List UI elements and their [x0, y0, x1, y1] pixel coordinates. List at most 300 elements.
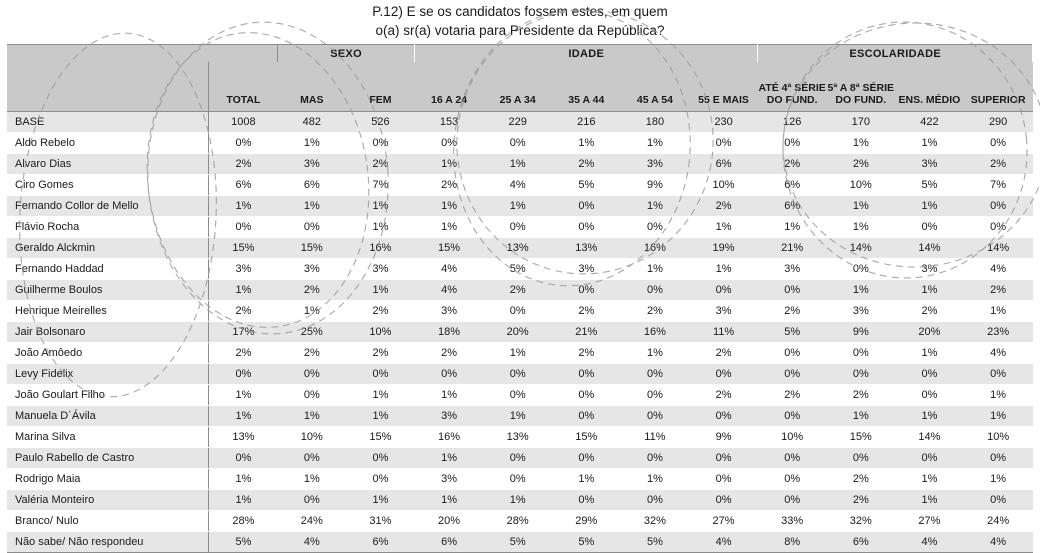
table-cell: 2%	[689, 385, 758, 406]
table-cell: 3%	[415, 469, 484, 490]
table-cell: 0%	[621, 406, 690, 427]
table-cell: 1%	[689, 259, 758, 280]
table-cell: 5%	[209, 532, 278, 553]
table-cell: 2%	[346, 154, 415, 175]
column-header-ate-4-serie	[758, 62, 827, 112]
table-cell: 14%	[964, 238, 1033, 259]
table-cell: 3%	[621, 154, 690, 175]
table-header	[7, 45, 1033, 112]
table-row	[7, 490, 1033, 511]
table-cell: 0%	[689, 448, 758, 469]
table-cell: 14%	[895, 238, 964, 259]
table-cell: 16%	[346, 238, 415, 259]
table-cell: 0%	[758, 364, 827, 385]
table-cell: 5%	[483, 259, 552, 280]
table-cell: 9%	[621, 175, 690, 196]
table-row	[7, 448, 1033, 469]
table-cell: 1%	[621, 133, 690, 154]
page-title	[0, 2, 1040, 40]
row-label: Flávio Rocha	[7, 217, 209, 238]
row-label: João Amôedo	[7, 343, 209, 364]
table-cell: 0%	[415, 364, 484, 385]
table-cell: 3%	[277, 259, 346, 280]
table-cell: 2%	[758, 385, 827, 406]
row-label: Branco/ Nulo	[7, 511, 209, 532]
table-cell: 3%	[895, 154, 964, 175]
row-label: Jair Bolsonaro	[7, 322, 209, 343]
table-cell: 5%	[895, 175, 964, 196]
table-cell: 1%	[415, 154, 484, 175]
table-cell: 16%	[621, 322, 690, 343]
table-cell: 1%	[895, 280, 964, 301]
table-cell: 0%	[964, 364, 1033, 385]
table-cell: 13%	[483, 427, 552, 448]
table-cell: 2%	[826, 490, 895, 511]
table-cell: 2%	[552, 301, 621, 322]
page-title-line-1: P.12) E se os candidatos fossem estes, em quem	[372, 4, 668, 19]
column-header-5-8-serie	[826, 62, 895, 112]
table-cell: 10%	[826, 175, 895, 196]
table-cell: 0%	[277, 385, 346, 406]
table-cell: 1%	[895, 490, 964, 511]
table-cell: 0%	[758, 280, 827, 301]
column-header-ate-4-serie-line1: ATÉ 4ª SÉRIE	[758, 82, 826, 94]
table-cell: 15%	[346, 427, 415, 448]
table-cell: 15%	[552, 427, 621, 448]
group-header-idade: IDADE	[415, 45, 758, 63]
table-cell: 0%	[826, 364, 895, 385]
table-cell: 11%	[689, 322, 758, 343]
table-row	[7, 469, 1033, 490]
table-cell: 0%	[689, 133, 758, 154]
poll-results-table-container	[7, 44, 1033, 553]
table-row	[7, 427, 1033, 448]
column-header-45-54: 45 A 54	[621, 62, 690, 112]
table-cell: 10%	[277, 427, 346, 448]
table-cell: 2%	[964, 154, 1033, 175]
table-cell: 0%	[552, 448, 621, 469]
column-header-5-8-serie-line2: DO FUND.	[835, 94, 887, 106]
table-cell: 3%	[758, 259, 827, 280]
table-cell: 170	[826, 112, 895, 133]
column-header-ate-4-serie-line2: DO FUND.	[766, 94, 818, 106]
table-cell: 1%	[895, 133, 964, 154]
table-row	[7, 175, 1033, 196]
table-cell: 1%	[826, 196, 895, 217]
table-cell: 1%	[209, 406, 278, 427]
table-cell: 2%	[346, 343, 415, 364]
table-cell: 25%	[277, 322, 346, 343]
table-cell: 6%	[689, 154, 758, 175]
table-cell: 0%	[895, 385, 964, 406]
table-cell: 0%	[483, 385, 552, 406]
table-cell: 31%	[346, 511, 415, 532]
table-cell: 1%	[826, 406, 895, 427]
table-cell: 1%	[895, 406, 964, 427]
table-cell: 0%	[621, 217, 690, 238]
column-header-16-24: 16 A 24	[415, 62, 484, 112]
table-cell: 1%	[346, 490, 415, 511]
table-cell: 2%	[826, 385, 895, 406]
table-row	[7, 364, 1033, 385]
table-cell: 6%	[758, 196, 827, 217]
table-cell: 5%	[483, 532, 552, 553]
table-cell: 9%	[689, 427, 758, 448]
table-cell: 0%	[209, 448, 278, 469]
table-cell: 0%	[277, 364, 346, 385]
table-cell: 0%	[415, 133, 484, 154]
table-cell: 0%	[758, 469, 827, 490]
table-cell: 24%	[277, 511, 346, 532]
table-cell: 1%	[895, 469, 964, 490]
table-cell: 16%	[621, 238, 690, 259]
table-cell: 0%	[964, 217, 1033, 238]
table-cell: 126	[758, 112, 827, 133]
row-label: Fernando Haddad	[7, 259, 209, 280]
table-cell: 0%	[621, 490, 690, 511]
table-cell: 3%	[346, 259, 415, 280]
table-cell: 0%	[209, 364, 278, 385]
table-column-header-row	[7, 62, 1033, 112]
table-cell: 14%	[895, 427, 964, 448]
column-header-total: TOTAL	[209, 62, 278, 112]
table-cell: 1%	[277, 196, 346, 217]
table-cell: 10%	[758, 427, 827, 448]
table-cell: 18%	[415, 322, 484, 343]
table-cell: 1%	[277, 301, 346, 322]
table-cell: 0%	[209, 133, 278, 154]
table-cell: 2%	[895, 301, 964, 322]
table-cell: 1%	[346, 196, 415, 217]
table-cell: 20%	[483, 322, 552, 343]
table-cell: 0%	[552, 364, 621, 385]
table-cell: 1%	[964, 385, 1033, 406]
row-label: Henrique Meirelles	[7, 301, 209, 322]
table-cell: 0%	[621, 385, 690, 406]
row-label: Rodrigo Maia	[7, 469, 209, 490]
table-cell: 2%	[621, 301, 690, 322]
table-cell: 2%	[826, 154, 895, 175]
table-cell: 3%	[689, 301, 758, 322]
table-cell: 2%	[277, 280, 346, 301]
table-cell: 1%	[483, 196, 552, 217]
column-header-superior: SUPERIOR	[964, 62, 1033, 112]
table-cell: 13%	[483, 238, 552, 259]
table-cell: 0%	[689, 280, 758, 301]
table-cell: 1%	[621, 469, 690, 490]
table-cell: 1%	[552, 133, 621, 154]
table-cell: 10%	[964, 427, 1033, 448]
table-cell: 0%	[758, 490, 827, 511]
table-cell: 1%	[209, 280, 278, 301]
table-cell: 0%	[483, 217, 552, 238]
table-cell: 2%	[552, 343, 621, 364]
table-cell: 0%	[621, 280, 690, 301]
table-cell: 1%	[277, 133, 346, 154]
row-label: Manuela D´Ávila	[7, 406, 209, 427]
table-cell: 0%	[758, 133, 827, 154]
table-cell: 0%	[895, 217, 964, 238]
table-cell: 4%	[964, 532, 1033, 553]
table-cell: 32%	[826, 511, 895, 532]
table-cell: 1%	[826, 217, 895, 238]
table-cell: 0%	[483, 469, 552, 490]
table-cell: 1%	[415, 217, 484, 238]
table-cell: 216	[552, 112, 621, 133]
row-label: Ciro Gomes	[7, 175, 209, 196]
column-header-blank	[7, 62, 209, 112]
table-cell: 6%	[209, 175, 278, 196]
table-cell: 29%	[552, 511, 621, 532]
table-cell: 8%	[758, 532, 827, 553]
table-cell: 2%	[758, 301, 827, 322]
table-cell: 3%	[895, 259, 964, 280]
table-cell: 1%	[621, 343, 690, 364]
table-cell: 1%	[346, 385, 415, 406]
table-cell: 6%	[826, 532, 895, 553]
table-cell: 15%	[415, 238, 484, 259]
table-cell: 0%	[826, 448, 895, 469]
group-header-blank	[7, 45, 277, 63]
table-cell: 0%	[689, 469, 758, 490]
table-cell: 10%	[689, 175, 758, 196]
table-cell: 1%	[621, 196, 690, 217]
table-cell: 0%	[483, 364, 552, 385]
table-cell: 5%	[621, 532, 690, 553]
table-cell: 1%	[758, 217, 827, 238]
table-cell: 0%	[689, 364, 758, 385]
table-cell: 4%	[895, 532, 964, 553]
table-cell: 0%	[277, 448, 346, 469]
table-cell: 1%	[346, 217, 415, 238]
table-cell: 290	[964, 112, 1033, 133]
table-cell: 1%	[209, 385, 278, 406]
table-cell: 0%	[483, 301, 552, 322]
table-cell: 2%	[209, 154, 278, 175]
table-cell: 6%	[346, 532, 415, 553]
row-label: João Goulart Filho	[7, 385, 209, 406]
table-cell: 2%	[346, 301, 415, 322]
table-cell: 1%	[346, 406, 415, 427]
table-row	[7, 259, 1033, 280]
table-cell: 0%	[552, 280, 621, 301]
row-label: Aldo Rebelo	[7, 133, 209, 154]
table-cell: 3%	[277, 154, 346, 175]
table-cell: 2%	[552, 154, 621, 175]
row-label: Alvaro Dias	[7, 154, 209, 175]
table-cell: 0%	[277, 490, 346, 511]
table-cell: 0%	[964, 490, 1033, 511]
table-cell: 24%	[964, 511, 1033, 532]
table-cell: 0%	[346, 364, 415, 385]
table-cell: 1%	[483, 406, 552, 427]
table-cell: 1%	[415, 196, 484, 217]
table-cell: 0%	[209, 217, 278, 238]
column-header-55-mais: 55 E MAIS	[689, 62, 758, 112]
table-cell: 0%	[964, 133, 1033, 154]
table-cell: 3%	[415, 406, 484, 427]
table-cell: 0%	[552, 385, 621, 406]
table-row	[7, 238, 1033, 259]
table-cell: 1%	[209, 469, 278, 490]
group-header-sexo: SEXO	[277, 45, 414, 63]
table-cell: 1%	[826, 280, 895, 301]
table-row	[7, 217, 1033, 238]
row-label: Geraldo Alckmin	[7, 238, 209, 259]
table-cell: 4%	[964, 343, 1033, 364]
table-cell: 9%	[826, 322, 895, 343]
table-cell: 16%	[415, 427, 484, 448]
table-row	[7, 133, 1033, 154]
table-cell: 1%	[826, 133, 895, 154]
table-cell: 2%	[689, 343, 758, 364]
table-cell: 1%	[209, 196, 278, 217]
table-cell: 2%	[209, 343, 278, 364]
table-cell: 4%	[415, 280, 484, 301]
table-cell: 1%	[552, 469, 621, 490]
table-cell: 4%	[689, 532, 758, 553]
table-group-header-row	[7, 45, 1033, 63]
table-cell: 27%	[895, 511, 964, 532]
table-row	[7, 112, 1033, 133]
table-cell: 1%	[346, 280, 415, 301]
table-cell: 0%	[621, 364, 690, 385]
table-cell: 1%	[415, 490, 484, 511]
table-cell: 2%	[277, 343, 346, 364]
table-cell: 0%	[346, 133, 415, 154]
row-label: Não sabe/ Não respondeu	[7, 532, 209, 553]
table-cell: 4%	[964, 259, 1033, 280]
table-cell: 15%	[209, 238, 278, 259]
table-cell: 14%	[826, 238, 895, 259]
table-cell: 2%	[415, 343, 484, 364]
table-cell: 4%	[483, 175, 552, 196]
table-cell: 13%	[552, 238, 621, 259]
row-label: Guilherme Boulos	[7, 280, 209, 301]
table-cell: 0%	[346, 448, 415, 469]
table-row	[7, 154, 1033, 175]
table-cell: 0%	[552, 217, 621, 238]
table-cell: 3%	[415, 301, 484, 322]
table-cell: 526	[346, 112, 415, 133]
column-header-fem: FEM	[346, 62, 415, 112]
table-row	[7, 343, 1033, 364]
table-cell: 10%	[346, 322, 415, 343]
table-cell: 0%	[689, 406, 758, 427]
table-cell: 1%	[483, 343, 552, 364]
table-cell: 153	[415, 112, 484, 133]
table-cell: 0%	[758, 343, 827, 364]
table-cell: 1%	[415, 385, 484, 406]
table-row	[7, 385, 1033, 406]
table-cell: 0%	[895, 448, 964, 469]
page-title-line-2: o(a) sr(a) votaria para Presidente da República?	[375, 23, 665, 38]
table-cell: 1%	[483, 490, 552, 511]
table-cell: 1%	[689, 217, 758, 238]
table-cell: 2%	[483, 280, 552, 301]
table-cell: 4%	[277, 532, 346, 553]
group-header-escolaridade: ESCOLARIDADE	[758, 45, 1033, 63]
table-cell: 21%	[552, 322, 621, 343]
table-cell: 2%	[964, 280, 1033, 301]
table-cell: 0%	[826, 259, 895, 280]
table-cell: 3%	[826, 301, 895, 322]
table-cell: 1008	[209, 112, 278, 133]
table-cell: 7%	[964, 175, 1033, 196]
table-cell: 28%	[209, 511, 278, 532]
table-cell: 2%	[826, 469, 895, 490]
table-cell: 15%	[826, 427, 895, 448]
table-row	[7, 301, 1033, 322]
table-cell: 0%	[277, 217, 346, 238]
table-cell: 19%	[689, 238, 758, 259]
table-cell: 180	[621, 112, 690, 133]
table-cell: 2%	[689, 196, 758, 217]
column-header-mas: MAS	[277, 62, 346, 112]
table-cell: 7%	[346, 175, 415, 196]
row-label: Marina Silva	[7, 427, 209, 448]
table-cell: 32%	[621, 511, 690, 532]
table-cell: 1%	[277, 406, 346, 427]
table-cell: 15%	[277, 238, 346, 259]
table-cell: 1%	[895, 196, 964, 217]
table-cell: 17%	[209, 322, 278, 343]
table-cell: 1%	[415, 448, 484, 469]
table-cell: 5%	[758, 322, 827, 343]
column-header-25-34: 25 A 34	[483, 62, 552, 112]
table-cell: 0%	[346, 469, 415, 490]
row-label: Valéria Monteiro	[7, 490, 209, 511]
table-cell: 0%	[621, 448, 690, 469]
table-cell: 3%	[552, 259, 621, 280]
table-cell: 482	[277, 112, 346, 133]
table-cell: 422	[895, 112, 964, 133]
table-cell: 0%	[758, 406, 827, 427]
table-cell: 0%	[483, 133, 552, 154]
table-cell: 0%	[689, 490, 758, 511]
table-cell: 28%	[483, 511, 552, 532]
table-row	[7, 511, 1033, 532]
table-cell: 1%	[621, 259, 690, 280]
table-cell: 27%	[689, 511, 758, 532]
table-cell: 0%	[895, 364, 964, 385]
poll-results-table	[7, 44, 1033, 553]
table-cell: 20%	[895, 322, 964, 343]
table-cell: 2%	[415, 175, 484, 196]
table-cell: 0%	[826, 343, 895, 364]
table-row	[7, 532, 1033, 553]
table-cell: 5%	[552, 175, 621, 196]
table-cell: 1%	[964, 301, 1033, 322]
table-cell: 6%	[758, 175, 827, 196]
table-cell: 1%	[209, 490, 278, 511]
table-cell: 0%	[552, 196, 621, 217]
row-label: Fernando Collor de Mello	[7, 196, 209, 217]
table-body	[7, 112, 1033, 553]
table-cell: 20%	[415, 511, 484, 532]
table-cell: 13%	[209, 427, 278, 448]
table-cell: 0%	[552, 406, 621, 427]
table-cell: 0%	[552, 490, 621, 511]
table-cell: 1%	[964, 406, 1033, 427]
table-cell: 2%	[209, 301, 278, 322]
table-cell: 2%	[758, 154, 827, 175]
column-header-5-8-serie-line1: 5ª A 8ª SÉRIE	[827, 82, 895, 94]
table-cell: 0%	[483, 448, 552, 469]
table-cell: 6%	[415, 532, 484, 553]
table-cell: 1%	[277, 469, 346, 490]
table-cell: 21%	[758, 238, 827, 259]
